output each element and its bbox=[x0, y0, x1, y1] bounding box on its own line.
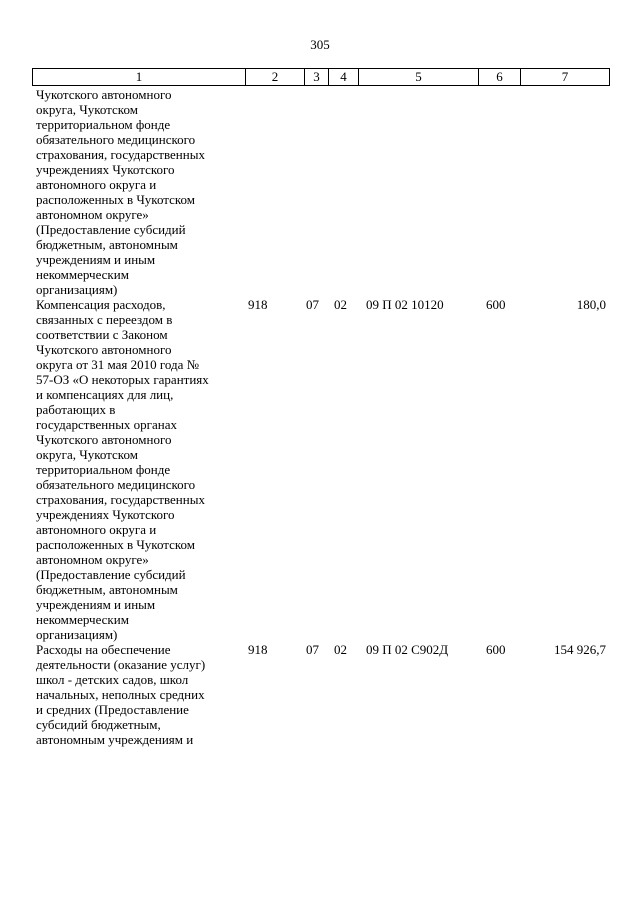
description-line: автономном округе» bbox=[36, 552, 149, 567]
description-line: округа от 31 мая 2010 года № bbox=[36, 357, 200, 372]
description-line: соответствии с Законом bbox=[36, 327, 168, 342]
row-subsection: 02 bbox=[334, 297, 347, 312]
page-number: 305 bbox=[310, 37, 330, 52]
description-line: Расходы на обеспечение bbox=[36, 642, 171, 657]
table-row bbox=[32, 297, 610, 642]
row-admin-code: 918 bbox=[248, 642, 268, 657]
row-expense-type: 600 bbox=[486, 642, 506, 657]
description-line: учреждениям и иным bbox=[36, 597, 156, 612]
description-line: и средних (Предоставление bbox=[36, 702, 189, 717]
description-line: и компенсациях для лиц, bbox=[36, 387, 174, 402]
description-line: обязательного медицинского bbox=[36, 132, 196, 147]
description-line: некоммерческим bbox=[36, 612, 129, 627]
row-subsection: 02 bbox=[334, 642, 347, 657]
description-line: страхования, государственных bbox=[36, 492, 205, 507]
header-col-3: 3 bbox=[304, 69, 328, 85]
budget-table bbox=[32, 68, 610, 747]
description-line: школ - детских садов, школ bbox=[36, 672, 189, 687]
description-line: субсидий бюджетным, bbox=[36, 717, 161, 732]
header-col-7: 7 bbox=[520, 69, 609, 85]
description-line: автономным учреждениям и bbox=[36, 732, 194, 747]
description-line: автономном округе» bbox=[36, 207, 149, 222]
description-line: государственных органах bbox=[36, 417, 178, 432]
row-section: 07 bbox=[306, 642, 319, 657]
description-line: Чукотского автономного bbox=[36, 342, 172, 357]
table-body bbox=[32, 86, 610, 747]
description-line: (Предоставление субсидий bbox=[36, 222, 186, 237]
description-line: бюджетным, автономным bbox=[36, 237, 178, 252]
description-line: Компенсация расходов, bbox=[36, 297, 166, 312]
description-line: учреждениям и иным bbox=[36, 252, 156, 267]
table-row bbox=[32, 86, 610, 297]
row-target-article: 09 П 02 С902Д bbox=[366, 642, 449, 657]
description-line: связанных с переездом в bbox=[36, 312, 173, 327]
description-line: территориальном фонде bbox=[36, 117, 171, 132]
description-line: расположенных в Чукотском bbox=[36, 192, 196, 207]
description-line: учреждениях Чукотского bbox=[36, 162, 175, 177]
description-line: некоммерческим bbox=[36, 267, 129, 282]
description-line: бюджетным, автономным bbox=[36, 582, 178, 597]
description-line: Чукотского автономного bbox=[36, 432, 172, 447]
row-description bbox=[36, 642, 246, 747]
description-line: организациям) bbox=[36, 627, 118, 642]
header-col-2: 2 bbox=[245, 69, 304, 85]
description-line: расположенных в Чукотском bbox=[36, 537, 196, 552]
description-line: обязательного медицинского bbox=[36, 477, 196, 492]
header-col-1: 1 bbox=[135, 69, 143, 84]
description-line: деятельности (оказание услуг) bbox=[36, 657, 206, 672]
description-line: округа, Чукотском bbox=[36, 447, 138, 462]
row-amount: 154 926,7 bbox=[554, 642, 606, 657]
description-line: учреждениях Чукотского bbox=[36, 507, 175, 522]
row-description bbox=[36, 87, 246, 297]
description-line: территориальном фонде bbox=[36, 462, 171, 477]
description-line: организациям) bbox=[36, 282, 118, 297]
row-amount: 180,0 bbox=[576, 297, 606, 312]
description-line: округа, Чукотском bbox=[36, 102, 138, 117]
header-col-5: 5 bbox=[358, 69, 478, 85]
row-admin-code: 918 bbox=[248, 297, 268, 312]
description-line: Чукотского автономного bbox=[36, 87, 172, 102]
description-line: работающих в bbox=[36, 402, 116, 417]
row-expense-type: 600 bbox=[486, 297, 506, 312]
header-col-6: 6 bbox=[478, 69, 520, 85]
description-line: начальных, неполных средних bbox=[36, 687, 205, 702]
table-header-row bbox=[32, 68, 610, 86]
row-section: 07 bbox=[306, 297, 319, 312]
description-line: страхования, государственных bbox=[36, 147, 205, 162]
row-target-article: 09 П 02 10120 bbox=[366, 297, 444, 312]
row-description bbox=[36, 297, 246, 642]
description-line: 57-ОЗ «О некоторых гарантиях bbox=[36, 372, 209, 387]
description-line: автономного округа и bbox=[36, 522, 157, 537]
description-line: (Предоставление субсидий bbox=[36, 567, 186, 582]
description-line: автономного округа и bbox=[36, 177, 157, 192]
table-row bbox=[32, 642, 610, 747]
header-col-4: 4 bbox=[328, 69, 358, 85]
